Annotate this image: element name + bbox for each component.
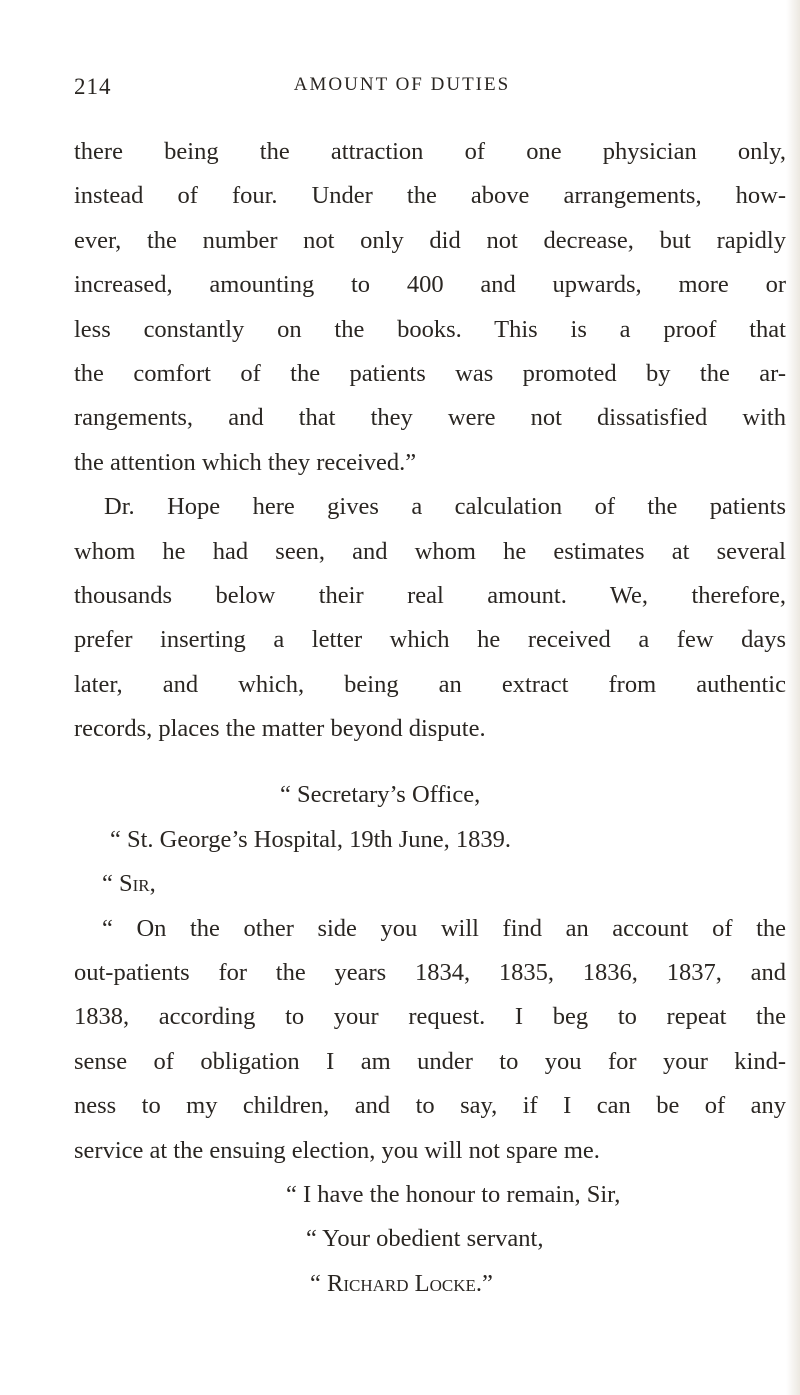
- text-line: ever, the number not only did not decrease, but rapidly: [74, 226, 786, 254]
- letter-salutation: “ Sir,: [102, 870, 156, 898]
- text-line: less constantly on the books. This is a proof that: [74, 315, 786, 343]
- letter-closing: “ I have the honour to remain, Sir,: [286, 1180, 621, 1208]
- letter-line: sense of obligation I am under to you for your kind-: [74, 1047, 786, 1075]
- letter-line: “ On the other side you will find an account of the: [102, 914, 786, 942]
- text-line: records, places the matter beyond dispute.: [74, 715, 486, 743]
- page-header: [74, 74, 730, 104]
- spacer: [74, 751, 786, 773]
- letter-line: service at the ensuing election, you will not spare me.: [74, 1136, 600, 1164]
- page-number: 214: [74, 74, 112, 99]
- page-body: [74, 130, 786, 1306]
- text-line: prefer inserting a letter which he received a few days: [74, 626, 786, 654]
- text-line: there being the attraction of one physician only,: [74, 138, 786, 165]
- text-line: increased, amounting to 400 and upwards, more or: [74, 271, 786, 299]
- text-line: Dr. Hope here gives a calculation of the patients: [104, 493, 786, 521]
- text-line: later, and which, being an extract from authentic: [74, 670, 786, 698]
- letter-line: ness to my children, and to say, if I can be of any: [74, 1092, 786, 1120]
- text-line: the comfort of the patients was promoted by the ar-: [74, 359, 786, 387]
- running-head: AMOUNT OF DUTIES: [293, 74, 511, 95]
- text-line: thousands below their real amount. We, therefore,: [74, 581, 786, 609]
- page-edge-shadow: [786, 0, 800, 1395]
- letter-dateline: “ Secretary’s Office,: [280, 781, 481, 809]
- letter-dateline: “ St. George’s Hospital, 19th June, 1839.: [110, 825, 512, 853]
- letter-line: 1838, according to your request. I beg to repeat the: [74, 1003, 786, 1031]
- text-line: whom he had seen, and whom he estimates at several: [74, 537, 786, 565]
- text-line: instead of four. Under the above arrangements, how-: [74, 182, 786, 210]
- letter-line: out-patients for the years 1834, 1835, 1836, 1837, and: [74, 959, 786, 987]
- text-line: the attention which they received.”: [74, 448, 417, 476]
- letter-signature: “ Richard Locke.”: [310, 1269, 493, 1297]
- letter-closing: “ Your obedient servant,: [306, 1225, 544, 1253]
- text-line: rangements, and that they were not dissatisfied with: [74, 404, 786, 432]
